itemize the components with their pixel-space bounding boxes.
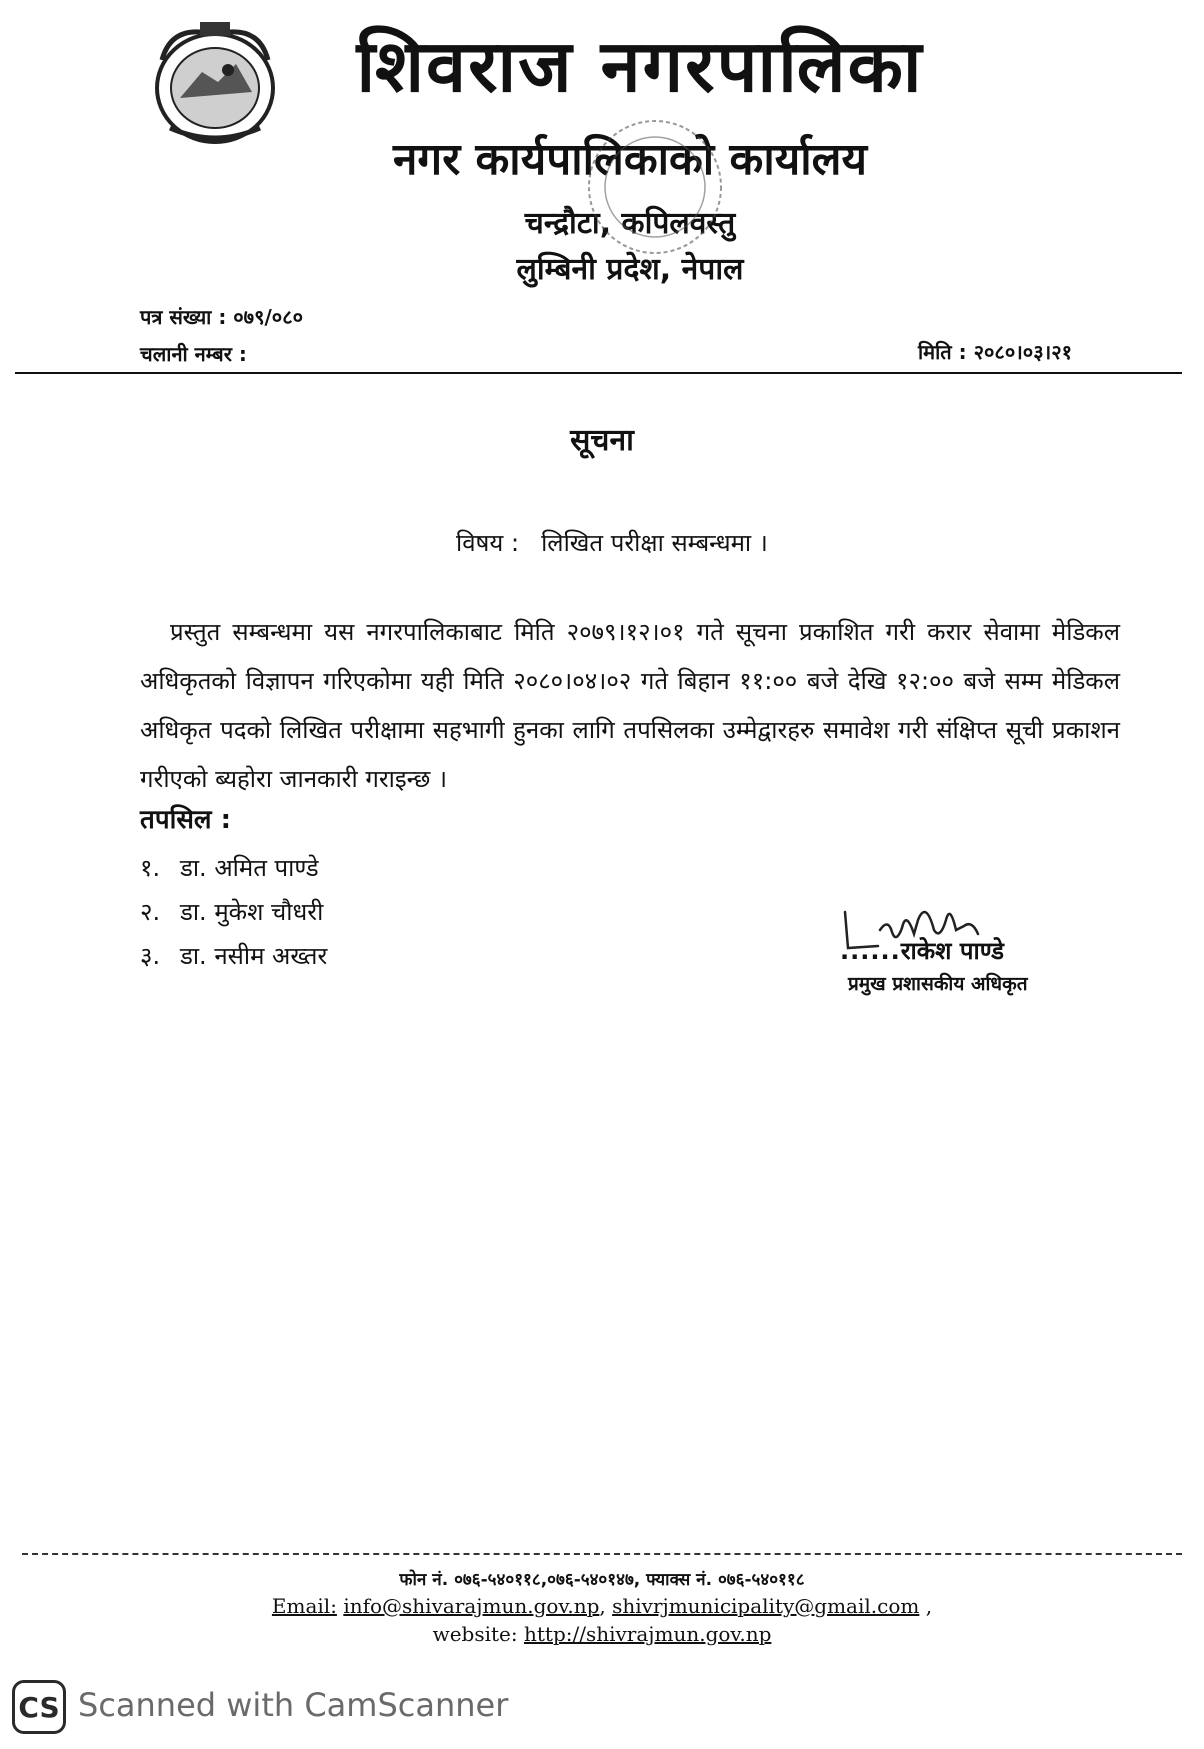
- office-stamp-icon: [580, 112, 730, 262]
- website-link[interactable]: http://shivrajmun.gov.np: [523, 1622, 772, 1646]
- signature-block: [790, 890, 1070, 1000]
- email-link-2[interactable]: shivrjmunicipality@gmail.com: [612, 1594, 920, 1618]
- address-line-2: लुम्बिनी प्रदेश, नेपाल: [516, 252, 744, 287]
- reference-number: पत्र संख्या : ०७९/०८०: [140, 305, 303, 329]
- subject-label: विषय :: [456, 529, 520, 557]
- dispatch-number: चलानी नम्बर :: [140, 342, 247, 366]
- signature-dots: ......: [840, 937, 901, 965]
- signatory-name-text: राकेश पाण्डे: [900, 937, 1004, 965]
- footer-website: [0, 1622, 1204, 1646]
- notice-body: [140, 608, 1120, 804]
- list-item: [140, 846, 327, 890]
- list-item-number: २.: [140, 898, 161, 926]
- letter-date: मिति : २०८०।०३।२१: [917, 340, 1072, 364]
- signatory-name: [840, 934, 1004, 967]
- footer-divider: [22, 1553, 1182, 1555]
- header-divider: [15, 372, 1182, 374]
- subject-text: लिखित परीक्षा सम्बन्धमा ।: [541, 529, 768, 557]
- email-link-1[interactable]: info@shivarajmun.gov.np: [343, 1594, 600, 1618]
- website-label: website:: [432, 1622, 518, 1646]
- list-item: [140, 934, 327, 978]
- email-label: Email:: [271, 1594, 337, 1618]
- office-title: नगर कार्यपालिकाको कार्यालय: [393, 134, 867, 185]
- signatory-role: प्रमुख प्रशासकीय अधिकृत: [848, 973, 1028, 995]
- notice-title: सूचना: [570, 423, 634, 458]
- camscanner-logo-icon: CS: [12, 1680, 66, 1734]
- footer-email: [0, 1594, 1204, 1618]
- list-item-number: १.: [140, 854, 161, 882]
- list-heading: तपसिल :: [140, 805, 231, 835]
- candidate-name: डा. मुकेश चौधरी: [180, 898, 324, 926]
- municipality-title: शिवराज नगरपालिका: [356, 24, 924, 108]
- footer-phone: फोन नं. ०७६-५४०११८,०७६-५४०१४७, फ्याक्स नं. ०७६-५४०११८: [399, 1570, 805, 1590]
- subject-line: [456, 526, 768, 559]
- list-item-number: ३.: [140, 942, 161, 970]
- email-end: ,: [925, 1594, 933, 1618]
- list-item: [140, 890, 327, 934]
- camscanner-watermark: Scanned with CamScanner: [78, 1686, 509, 1724]
- address-line-1: चन्द्रौटा, कपिलवस्तु: [524, 206, 736, 241]
- candidate-name: डा. नसीम अख्तर: [180, 942, 328, 970]
- nepal-government-emblem-icon: [140, 20, 290, 150]
- candidate-list: [140, 846, 327, 978]
- candidate-name: डा. अमित पाण्डे: [180, 854, 319, 882]
- notice-body-text: प्रस्तुत सम्बन्धमा यस नगरपालिकाबाट मिति २०७९।१२।०१ गते सूचना प्रकाशित गरी करार सेवामा मेडिकल अधिकृतको विज्ञापन गरिएकोमा यही मिति २०८०।०४।०२ गते बिहान ११:०० बजे देखि १२:०० बजे सम्म मेडिकल अधिकृत पदको लिखित परीक्षामा सहभागी हुनका लागि तपसिलका उम्मेद्वारहरु समावेश गरी संक्षिप्त सूची प्रकाशन गरीएको ब्यहोरा जानकारी गराइन्छ ।: [140, 618, 1120, 793]
- email-separator: ,: [599, 1594, 606, 1618]
